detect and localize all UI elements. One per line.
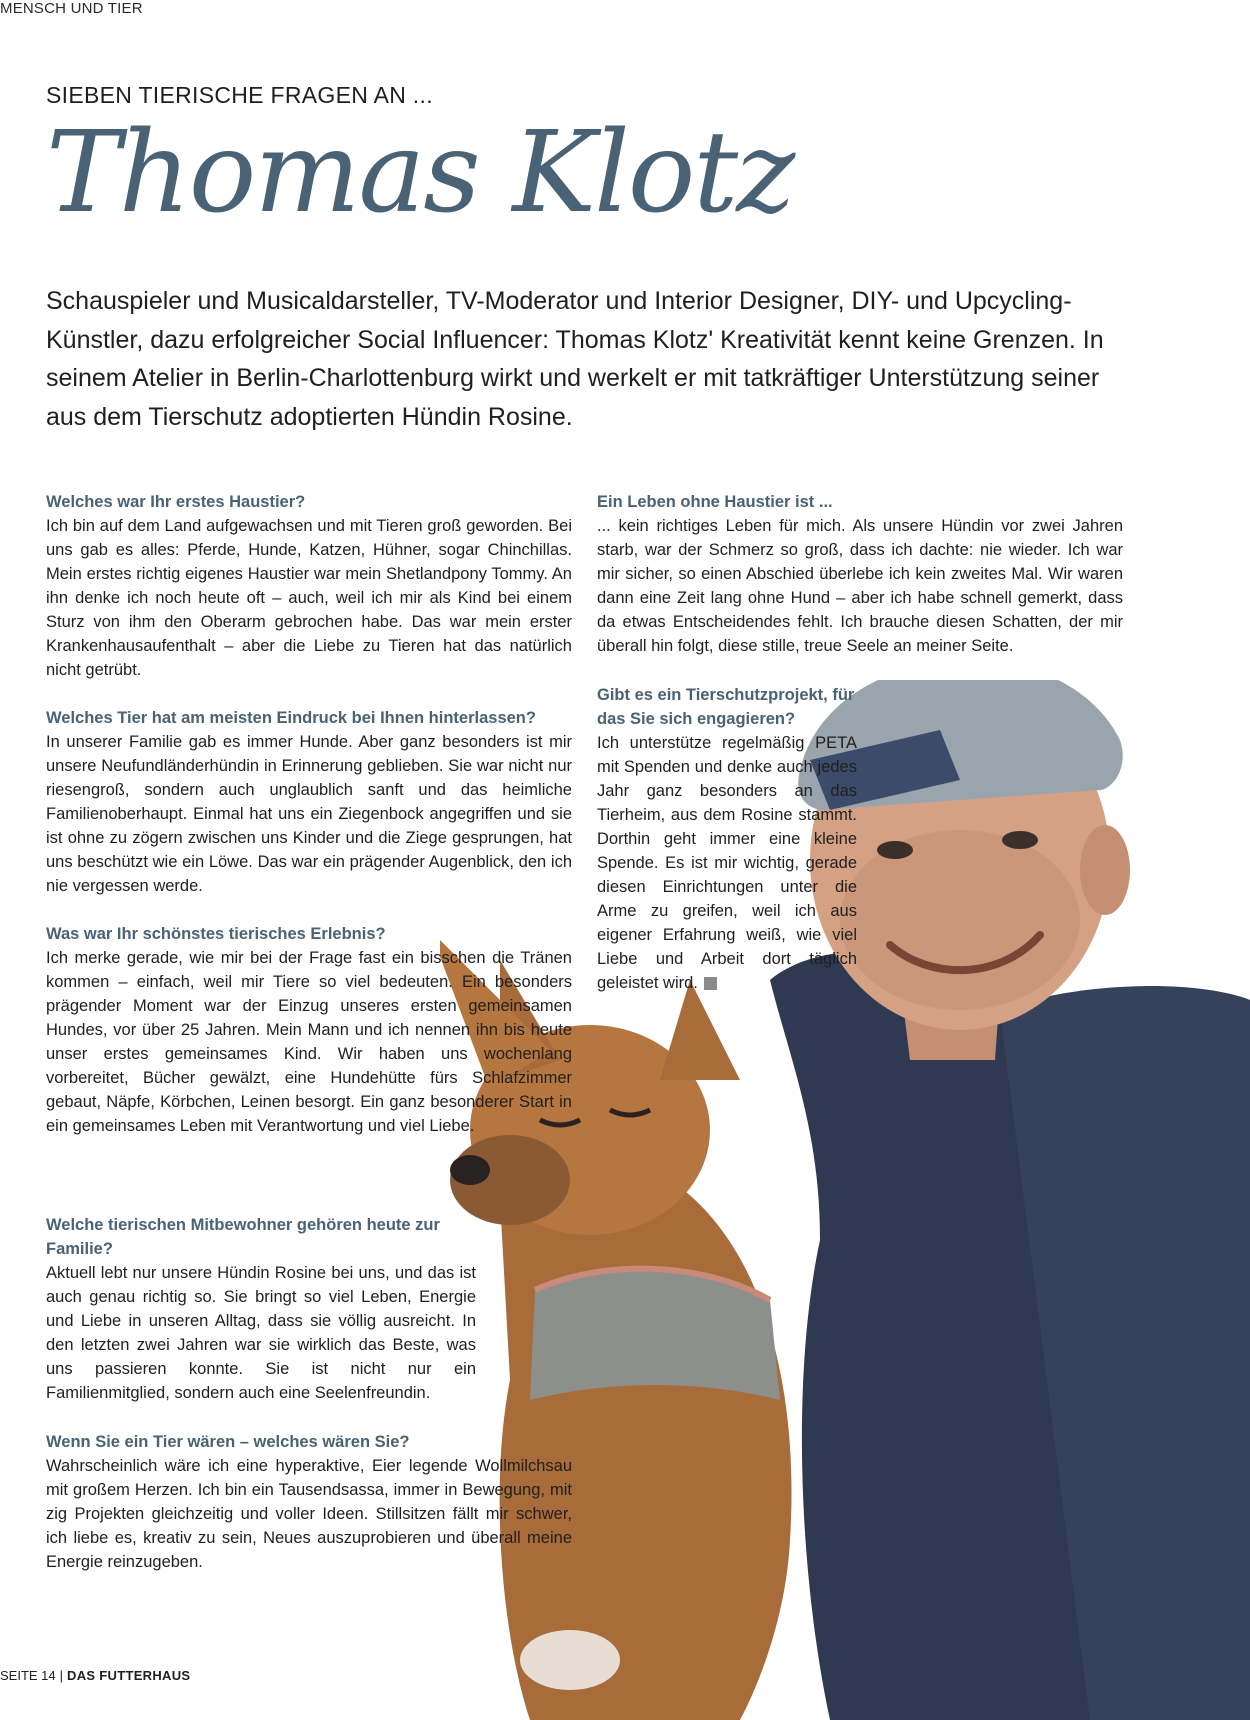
qa-block-2 bbox=[46, 706, 572, 898]
question: Welche tierischen Mitbewohner gehören heute zur Familie? bbox=[46, 1216, 440, 1258]
answer bbox=[597, 731, 857, 995]
qa-block-5 bbox=[46, 1430, 572, 1574]
question: Welches war Ihr erstes Haustier? bbox=[46, 493, 306, 511]
answer-text: Ich unterstütze regelmäßig PETA mit Spenden und denke auch jedes Jahr ganz besonders an das Tierheim, aus dem Rosine stammt. Dorthin geht immer eine kleine Spende. Es ist mir wichtig, gerade diesen Einrichtungen unter die Arme zu greifen, weil ich aus eigener Erfahrung weiß, wie viel Liebe und Arbeit dort täglich geleistet wird. bbox=[597, 734, 857, 992]
question: Gibt es ein Tierschutzprojekt, für das Sie sich engagieren? bbox=[597, 686, 855, 728]
qa-block-6 bbox=[597, 490, 1123, 658]
article-kicker: SIEBEN TIERISCHE FRAGEN AN ... bbox=[46, 82, 433, 108]
qa-block-1 bbox=[46, 490, 572, 682]
answer: Ich bin auf dem Land aufgewachsen und mit Tieren groß geworden. Bei uns gab es alles: Pferde, Hunde, Katzen, Hühner, sogar Chinchillas. Mein erstes richtig eigenes Haustier war mein Shetlandpony Tommy. An ihn denke ich noch heute oft – auch, weil ich mir als Kind bei einem Sturz von ihm den Oberarm gebrochen habe. Das war mein erster Krankenhausaufenthalt – aber die Liebe zu Tieren hat das natürlich nicht getrübt. bbox=[46, 517, 572, 679]
page-number: SEITE 14 bbox=[0, 1668, 56, 1683]
intro-paragraph: Schauspieler und Musicaldarsteller, TV-Moderator und Interior Designer, DIY- und Upcycling-Künstler, dazu erfolgreicher Social Influencer: Thomas Klotz' Kreativität kennt keine Grenzen. In seinem Atelier in Berlin-Charlottenburg wirkt und werkelt er mit tatkräftiger Unterstützung seiner aus dem Tierschutz adoptierten Hündin Rosine. bbox=[46, 287, 1104, 431]
answer: Ich merke gerade, wie mir bei der Frage fast ein bisschen die Tränen kommen – einfach, weil mir Tiere so viel bedeuten. Ein besonders prägender Moment war der Einzug unseres ersten gemeinsamen Hundes, vor über 25 Jahren. Mein Mann und ich nennen ihn bis heute unser erstes gemeinsames Kind. Wir haben uns wochenlang vorbereitet, Bücher gewälzt, eine Hundehütte fürs Schlafzimmer gebaut, Näpfe, Körbchen, Leinen besorgt. Ein ganz besonderer Start in ein gemeinsames Leben mit Verantwortung und viel Liebe. bbox=[46, 949, 572, 1135]
question: Was war Ihr schönstes tierisches Erlebnis? bbox=[46, 925, 386, 943]
answer: Aktuell lebt nur unsere Hündin Rosine bei uns, und das ist auch genau richtig so. Sie bringt so viel Leben, Energie und Liebe in unseren Alltag, dass sie völlig ausreicht. In den letzten zwei Jahren war sie wirklich das Beste, was uns passieren konnte. Sie ist nicht nur ein Familienmitglied, sondern auch eine Seelenfreundin. bbox=[46, 1264, 476, 1402]
brand-name: DAS FUTTERHAUS bbox=[67, 1668, 191, 1683]
section-label: MENSCH UND TIER bbox=[0, 0, 143, 17]
end-mark bbox=[704, 977, 717, 990]
question: Wenn Sie ein Tier wären – welches wären Sie? bbox=[46, 1433, 410, 1451]
answer: In unserer Familie gab es immer Hunde. Aber ganz besonders ist mir unsere Neufundländerhündin in Erinnerung geblieben. Sie war nicht nur riesengroß, sondern auch unglaublich sanft und das heimliche Familienoberhaupt. Einmal hat uns ein Ziegenbock angegriffen und sie ist ohne zu zögern zwischen uns Kinder und die Ziege gesprungen, hat uns beschützt wie ein Löwe. Das war ein prägender Augenblick, den ich nie vergessen werde. bbox=[46, 733, 572, 895]
qa-block-7 bbox=[597, 683, 857, 995]
answer: ... kein richtiges Leben für mich. Als unsere Hündin vor zwei Jahren starb, war der Schmerz so groß, dass ich dachte: nie wieder. Ich war mir sicher, so einen Abschied überlebe ich kein zweites Mal. Wir waren dann eine Zeit lang ohne Hund – aber ich habe schnell gemerkt, dass da etwas Entscheidendes fehlt. Ich brauche diesen Schatten, der mir überall hin folgt, diese stille, treue Seele an meiner Seite. bbox=[597, 517, 1123, 655]
footer-separator: | bbox=[59, 1668, 64, 1683]
page-footer bbox=[0, 1668, 190, 1683]
article-title: Thomas Klotz bbox=[46, 108, 794, 238]
question: Welches Tier hat am meisten Eindruck bei Ihnen hinterlassen? bbox=[46, 709, 536, 727]
qa-block-3 bbox=[46, 922, 572, 1138]
qa-block-4 bbox=[46, 1213, 476, 1405]
answer: Wahrscheinlich wäre ich eine hyperaktive, Eier legende Wollmilchsau mit großem Herzen. Ich bin ein Tausendsassa, immer in Bewegung, mit zig Projekten gleichzeitig und voller Ideen. Stillsitzen fällt mir schwer, ich liebe es, kreativ zu sein, Neues auszuprobieren und überall meine Energie reinzugeben. bbox=[46, 1457, 572, 1571]
question: Ein Leben ohne Haustier ist ... bbox=[597, 493, 833, 511]
